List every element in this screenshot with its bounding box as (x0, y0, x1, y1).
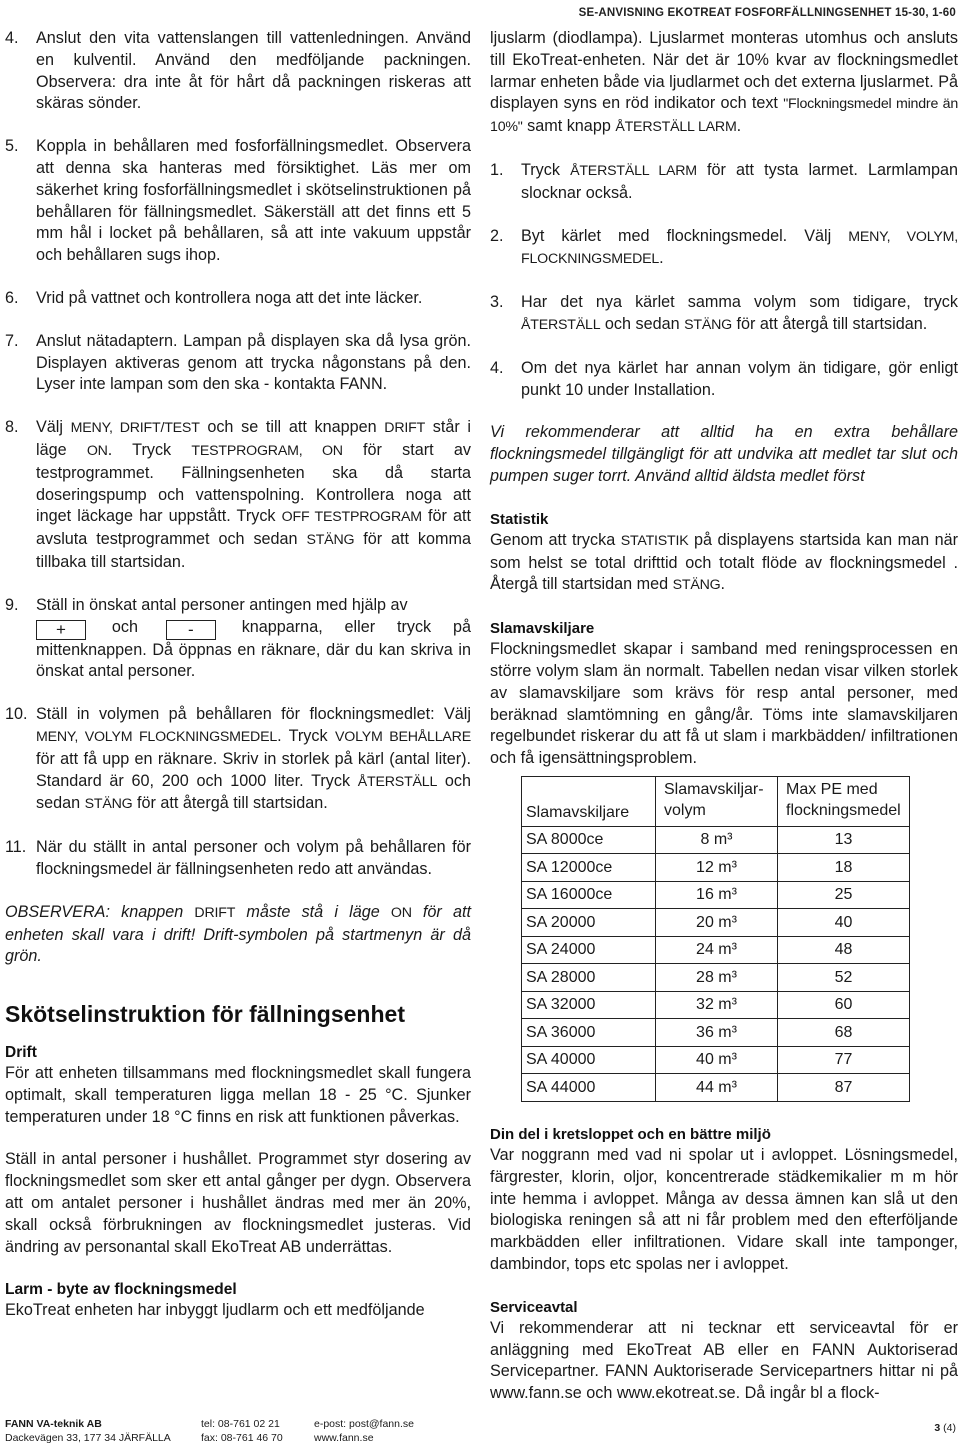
table-cell: SA 8000ce (522, 826, 656, 854)
table-header-cell: Max PE med flockningsmedel (778, 776, 910, 826)
table-cell: SA 16000ce (522, 881, 656, 909)
table-cell: 12 m³ (656, 854, 778, 882)
list-item (490, 160, 958, 205)
table-cell: 40 (778, 909, 910, 937)
ui-keyword: DRIFT (384, 420, 426, 437)
text-run: för att enheten skall vara i drift! Drift-symbolen på startmenyn är då grön. (5, 902, 471, 966)
table-cell: 36 m³ (656, 1019, 778, 1047)
text-run: ljuslarm (diodlampa). Ljuslarmet monteras utomhus och ansluts till EkoTreat-enheten. När det är 10% kvar av flockningsmedlet larmar enheten både via ljudlarmet och det externa ljuslarmet. På displayen syns en röd indikator och text (490, 29, 958, 113)
text-run: . (659, 249, 664, 268)
table-cell: SA 44000 (522, 1074, 656, 1102)
ui-keyword: ON (86, 442, 108, 459)
list-item (5, 837, 471, 881)
text-run: . (720, 575, 726, 594)
footer-fax: fax: 08-761 46 70 (201, 1432, 283, 1444)
table-row (522, 936, 910, 964)
list-item (490, 226, 958, 272)
table-cell: SA 24000 (522, 936, 656, 964)
text-run: . Tryck (107, 440, 192, 459)
right-column (490, 28, 958, 1405)
recommendation-note: Vi rekommenderar att alltid ha en extra behållare flockningsmedel tillgängligt för att undvika att medlet tar slut och pumpen suger torrt. Använd alltid äldsta medlet först (490, 423, 958, 485)
item-number: 6. (5, 288, 19, 307)
text-run: samt knapp (522, 117, 616, 136)
text-run: för att återgå till startsidan. (132, 794, 328, 813)
text-run: Genom att trycka (490, 530, 621, 549)
item-text: När du ställt in antal personer och volym på behållaren för flockningsmedel är fällningsenheten redo att användas. (36, 838, 471, 878)
table-cell: SA 36000 (522, 1019, 656, 1047)
ui-keyword: STATISTIK (620, 532, 689, 549)
text-run: och se till att knappen (199, 418, 385, 437)
table-cell: 48 (778, 936, 910, 964)
text-run: Har det nya kärlet samma volym som tidigare, tryck (521, 293, 958, 312)
text-run: för att få upp en räknare. Skriv in storlek på kärl (antal liter). Standard är 60, 200 och 1000 liter. Tryck (36, 749, 471, 790)
text-run: och sedan (600, 314, 685, 333)
item-number: 7. (5, 331, 19, 350)
text-run: står i läge (36, 418, 471, 459)
table-row (522, 909, 910, 937)
text-run: och sedan (36, 771, 471, 813)
ui-keyword: MENY, DRIFT/TEST (70, 420, 200, 437)
item-text: Koppla in behållaren med fosforfällningsmedlet. Observera att denna ska hanteras med försiktighet. Läs mer om säkerhet kring fosforfällningsmedlet i skötselinstruktionen på behållaren för fällningsmedlet. Säkerställ att det finns ett 5 mm hål i locket på behållaren, så att inte vakuum uppstår och behållaren sugs ihop. (36, 137, 471, 265)
table-row (522, 826, 910, 854)
text-run: Ställ in önskat antal personer antingen med hjälp av (36, 595, 408, 614)
list-item (490, 292, 958, 337)
item-number: 3. (490, 293, 504, 312)
subsection-heading: Din del i kretsloppet och en bättre miljö (490, 1125, 771, 1143)
paragraph: Var noggrann med vad ni spolar ut i avloppet. Lösningsmedel, färgrester, klorin, oljor, koncentrerade städkemikalier m m hör inte hemma i avloppet. Många av dessa ämnen kan slå ut den biologiska reningen så att ni får problem med den efterföljande markbädden eller infiltrationen. Vidare skall inte tamponger, dambindor, tops etc spolas ner i avloppet. (490, 1145, 958, 1273)
text-run: . Tryck (277, 726, 335, 745)
table-cell: 13 (778, 826, 910, 854)
text-run: för att tysta larmet. Larmlampan slocknar också. (521, 160, 958, 202)
text-run: för start av testprogrammet. Fällningsenheten ska då starta doseringspump och vattenspolning. Kontrollera noga att inget läckage har uppstått. Tryck (36, 440, 471, 526)
table-row (522, 1046, 910, 1074)
table-cell: 16 m³ (656, 881, 778, 909)
table-row (522, 964, 910, 992)
text-run: . (736, 117, 742, 136)
table-cell: 60 (778, 991, 910, 1019)
text-run: för att komma tillbaka till startsidan. (36, 530, 471, 571)
minus-button-symbol: - (166, 620, 216, 640)
sludge-table (521, 776, 910, 1102)
paragraph (490, 530, 958, 597)
ui-keyword: ÅTERSTÄLL LARM (615, 119, 737, 136)
ui-keyword: "Flockningsmedel mindre än 10%" (490, 96, 959, 136)
page-total: (4) (943, 1422, 956, 1434)
item-number: 4. (5, 29, 19, 47)
table-row (522, 1074, 910, 1102)
table-cell: 32 m³ (656, 991, 778, 1019)
table-cell: 20 m³ (656, 909, 778, 937)
table-row (522, 1019, 910, 1047)
ui-keyword: STÄNG (306, 532, 355, 549)
item-number: 11. (5, 838, 27, 857)
section-heading: Skötselinstruktion för fällningsenhet (5, 1001, 405, 1028)
list-item (5, 331, 471, 396)
ui-keyword: MENY, VOLYM FLOCKNINGSMEDEL (36, 728, 278, 745)
page-number (934, 1418, 956, 1440)
footer-address: Dackevägen 33, 177 34 JÄRFÄLLA (5, 1432, 171, 1444)
table-cell: 87 (778, 1074, 910, 1102)
left-column (5, 28, 471, 1322)
table-row (522, 854, 910, 882)
subsection-heading: Drift (5, 1044, 37, 1062)
table-row (522, 881, 910, 909)
table-cell: 24 m³ (656, 936, 778, 964)
table-cell: 77 (778, 1046, 910, 1074)
list-item (5, 595, 471, 683)
item-number: 4. (490, 358, 504, 377)
ui-keyword: STÄNG (672, 577, 721, 594)
subsection-heading: Serviceavtal (490, 1298, 578, 1316)
ui-keyword: VOLYM BEHÅLLARE (334, 728, 471, 745)
ui-keyword: ÅTERSTÄLL (357, 773, 438, 790)
item-number: 8. (5, 418, 19, 437)
paragraph (490, 28, 958, 139)
table-cell: SA 20000 (522, 909, 656, 937)
text-run: Byt kärlet med flockningsmedel. Välj (521, 226, 849, 245)
text-run: Välj (36, 418, 71, 437)
document-header: SE-ANVISNING EKOTREAT FOSFORFÄLLNINGSENHET 15-30, 1-60 (578, 7, 956, 19)
table-cell: 68 (778, 1019, 910, 1047)
table-cell: 25 (778, 881, 910, 909)
paragraph: Ställ in antal personer i hushållet. Programmet styr dosering av flockningsmedlet som sker ett antal gånger per dygn. Observera att om antalet personer i hushållet ändras med mer än 20%, skall också förbrukningen av flockningsmedlet justeras. Vid ändring av personantal skall EkoTreat AB underrättas. (5, 1150, 471, 1256)
paragraph: EkoTreat enheten har inbyggt ljudlarm och ett medföljande (5, 1301, 425, 1320)
paragraph: Vi rekommenderar att ni tecknar ett serviceavtal för er anläggning med EkoTreat AB eller en FANN Auktoriserad Servicepartner. FANN Auktoriserade Servicepartners hittar ni på www.fann.se och www.ekotreat.se. Då ingår bl a flock- (490, 1318, 958, 1403)
subsection-heading: Statistik (490, 510, 549, 528)
item-text: Anslut nätadaptern. Lampan på displayen ska då lysa grön. Displayen aktiveras genom att trycka någonstans på den. Lyser inte lampan som den ska - kontakta FANN. (36, 331, 471, 394)
ui-keyword: OFF TESTPROGRAM (281, 509, 422, 526)
list-item (5, 136, 471, 267)
table-cell: 18 (778, 854, 910, 882)
item-number: 1. (490, 160, 504, 179)
table-cell: 44 m³ (656, 1074, 778, 1102)
ui-keyword: ÅTERSTÄLL LARM (570, 162, 697, 179)
table-header-cell: Slamavskiljare (522, 776, 656, 826)
ui-keyword: ON (390, 904, 412, 921)
text-run: för att återgå till startsidan. (732, 314, 928, 333)
list-item (5, 288, 471, 310)
table-header-cell: Slamavskiljar-volym (656, 776, 778, 826)
table-cell: 52 (778, 964, 910, 992)
item-number: 5. (5, 137, 19, 156)
table-cell: SA 32000 (522, 991, 656, 1019)
paragraph: Flockningsmedlet skapar i samband med reningsprocessen en större volym slam än normalt. Tabellen nedan visar vilken storlek av slamavskiljare som krävs för resp antal personer, med beräknad slamtömning en gång/år. Töms inte slamavskiljaren regelbundet riskerar du att få ut slam i markbädden/ infiltrationen och få igensättningsproblem. (490, 640, 958, 768)
item-number: 10. (5, 705, 28, 724)
footer-email: e-post: post@fann.se (314, 1418, 414, 1430)
table-cell: 40 m³ (656, 1046, 778, 1074)
table-cell: SA 28000 (522, 964, 656, 992)
table-cell: SA 40000 (522, 1046, 656, 1074)
table-header-row (522, 776, 910, 826)
text-run: Ställ in volymen på behållaren för flockningsmedlet: Välj (36, 705, 471, 724)
list-item (490, 358, 958, 402)
subsection-heading: Larm - byte av flockningsmedel (5, 1281, 237, 1299)
table-cell: 28 m³ (656, 964, 778, 992)
text-run: för att avsluta testprogrammet och sedan (36, 507, 472, 549)
page-current: 3 (934, 1422, 941, 1434)
table-row (522, 991, 910, 1019)
ui-keyword: STÄNG (84, 796, 133, 813)
note-paragraph (5, 902, 471, 968)
text-run: Tryck (521, 160, 571, 179)
text-run: och (111, 617, 138, 636)
plus-button-symbol: + (36, 620, 86, 640)
item-text: Anslut den vita vattenslangen till vattenledningen. Använd en kulventil. Använd den medföljande packningen. Observera: dra inte åt för hårt då packningen riskeras att skäras sönder. (36, 29, 471, 113)
subsection-heading: Slamavskiljare (490, 620, 595, 638)
footer-company: FANN VA-teknik AB (5, 1418, 102, 1430)
ui-keyword: STÄNG (684, 316, 732, 333)
item-text: Om det nya kärlet har annan volym än tidigare, gör enligt punkt 10 under Installation. (521, 358, 958, 399)
footer-tel: tel: 08-761 02 21 (201, 1418, 280, 1430)
table-cell: SA 12000ce (522, 854, 656, 882)
item-number: 9. (5, 595, 19, 614)
text-run: OBSERVERA: knappen (5, 902, 195, 921)
item-text: Vrid på vattnet och kontrollera noga att det inte läcker. (36, 288, 423, 307)
table-cell: 8 m³ (656, 826, 778, 854)
text-run: på displayens startsida kan man när som helst se total drifttid och totalt flöde av flockningsmedel . Återgå till startsidan med (490, 530, 959, 594)
ui-keyword: ÅTERSTÄLL (521, 316, 601, 333)
text-run: måste stå i läge (235, 902, 391, 921)
paragraph: För att enheten tillsammans med flockningsmedlet skall fungera optimalt, skall temperaturen ligga mellan 18 - 25 °C. Sjunker temperaturen under 18 °C finns en risk att funktionen påverkas. (5, 1064, 471, 1126)
list-item (5, 417, 471, 574)
footer-web: www.fann.se (314, 1432, 374, 1444)
list-item (5, 28, 471, 115)
ui-keyword: TESTPROGRAM, ON (191, 442, 343, 459)
item-number: 2. (490, 226, 504, 245)
list-item (5, 704, 471, 816)
ui-keyword: DRIFT (194, 904, 236, 921)
ui-keyword: MENY, VOLYM, FLOCKNINGSMEDEL (521, 228, 958, 268)
text-run: knapparna, eller tryck på mittenknappen. Då öppnas en räknare, där du kan skriva in önskat antal personer. (36, 617, 472, 681)
